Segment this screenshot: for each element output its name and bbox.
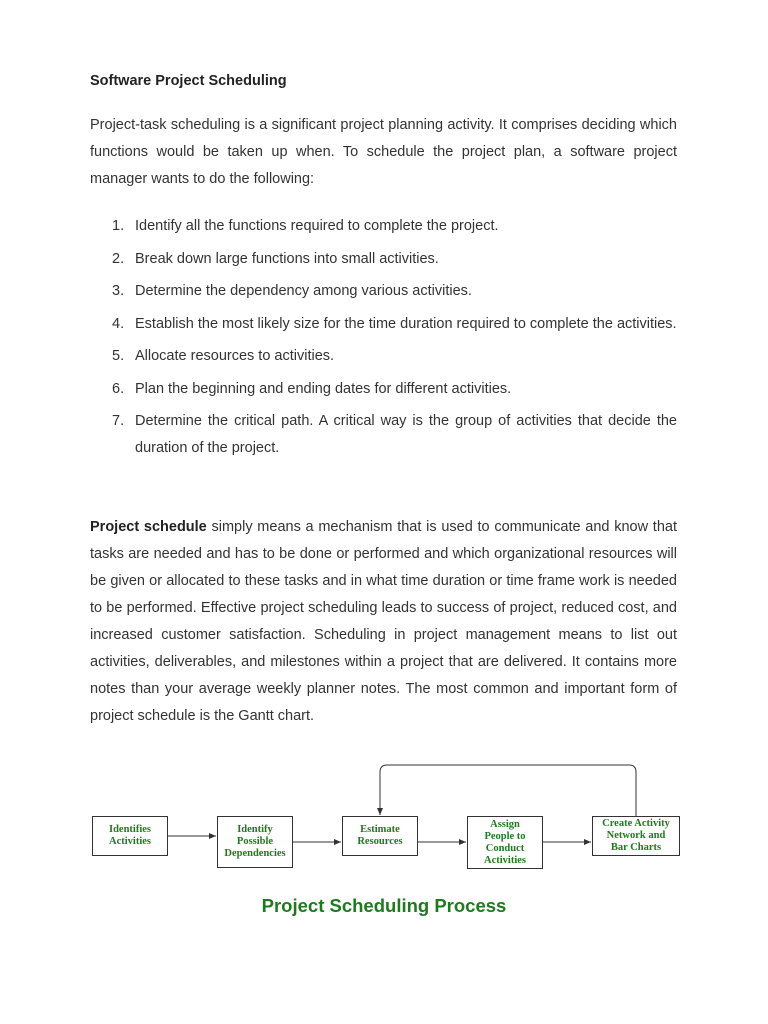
schedule-text: simply means a mechanism that is used to communicate and know that tasks are needed and has to be done or performed and which organizational resources will be given or allocated to these tasks and in what time duration or time frame work is needed to be performed. Effective project scheduling leads to success of project, reduced cost, and increased customer satisfaction. Scheduling in project management means to list out activities, deliverables, and milestones within a project that are delivered. It contains more notes than your average weekly planner notes. The most common and important form of project schedule is the Gantt chart.	[90, 519, 677, 724]
list-item-text: Identify all the functions required to complete the project.	[135, 218, 499, 234]
feedback-arrow	[380, 765, 636, 816]
diagram-caption: Project Scheduling Process	[261, 895, 507, 916]
list-number: 2.	[112, 250, 125, 267]
box-line: Assign	[490, 818, 520, 830]
list-item-text: Break down large functions into small activities.	[135, 250, 439, 267]
box-create-activity-network	[592, 816, 680, 856]
list-item-text: Plan the beginning and ending dates for different activities.	[135, 380, 512, 397]
box-line: Estimate	[360, 824, 400, 835]
list-number: 7.	[112, 413, 125, 429]
box-identify-dependencies	[217, 816, 293, 868]
box-line: Possible	[236, 836, 274, 847]
list-number: 3.	[112, 283, 125, 299]
list-item-text: Determine the critical path. A critical way is the group of activities that decide the duration of the project.	[135, 413, 677, 456]
box-line: Identify	[237, 824, 273, 835]
box-line: Bar Charts	[610, 842, 662, 853]
list-number: 1.	[112, 218, 125, 234]
list-number: 4.	[112, 315, 125, 332]
list-item-text: Establish the most likely size for the time duration required to complete the activities.	[135, 315, 677, 332]
list-number: 5.	[112, 348, 125, 364]
box-line: Dependencies	[224, 848, 286, 859]
list-item-text: Determine the dependency among various activities.	[135, 283, 472, 299]
box-line: Resources	[357, 836, 403, 847]
box-line: Network and	[606, 830, 666, 841]
page-heading: Software Project Scheduling	[90, 73, 287, 89]
box-line: Activities	[484, 854, 526, 866]
box-identifies-activities	[92, 816, 168, 856]
box-line: Activities	[109, 836, 151, 847]
box-line: People to	[484, 830, 526, 842]
box-estimate-resources	[342, 816, 418, 856]
box-assign-people	[467, 816, 543, 869]
schedule-term: Project schedule	[90, 519, 207, 535]
box-line: Identifies	[109, 824, 151, 835]
list-number: 6.	[112, 380, 125, 397]
list-item-text: Allocate resources to activities.	[135, 348, 335, 364]
intro-paragraph: Project-task scheduling is a significant project planning activity. It comprises deciding which functions would be taken up when. To schedule the project plan, a software project manager wants to do the following:	[90, 117, 677, 187]
box-line: Create Activity	[602, 818, 670, 829]
box-line: Conduct	[485, 842, 525, 854]
